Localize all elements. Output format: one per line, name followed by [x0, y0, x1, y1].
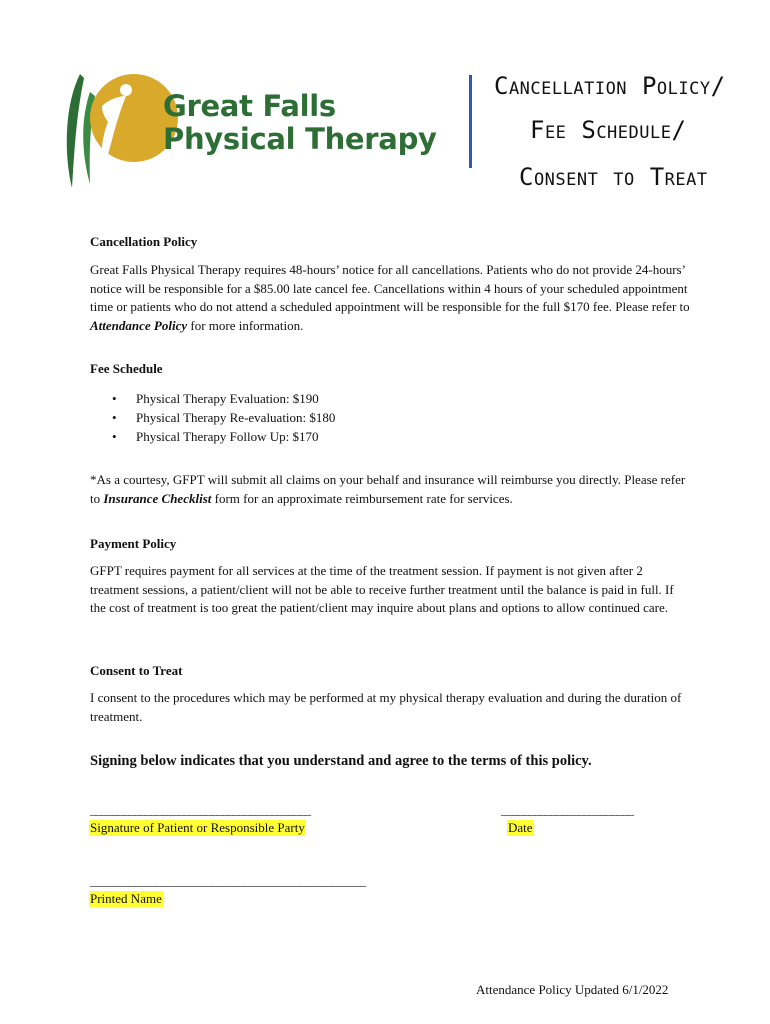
footer-updated-note: Attendance Policy Updated 6/1/2022: [476, 982, 669, 997]
consent-text: I consent to the procedures which may be performed at my physical therapy evaluation and during the duration of treatment.: [90, 690, 682, 724]
list-item: • Physical Therapy Re-evaluation: $180: [112, 410, 336, 425]
fee-list: [112, 389, 335, 446]
document-title-line1: Cancellation Policy/: [494, 72, 726, 100]
logo-swoosh-left: [67, 74, 84, 188]
insurance-checklist-reference: Insurance Checklist: [103, 490, 212, 506]
signing-note: Signing below indicates that you understand and agree to the terms of this policy.: [90, 753, 592, 769]
payment-heading: Payment Policy: [90, 536, 177, 551]
courtesy-note-body: *As a courtesy, GFPT will submit all claims on your behalf and insurance will reimburse you directly. Please refer to: [90, 472, 686, 506]
document-title-line2: Fee Schedule/: [530, 116, 687, 144]
brand-name-line1: Great Falls: [163, 89, 336, 123]
signature-field[interactable]: ________________________________________: [90, 802, 310, 817]
logo-figure-head: [120, 84, 132, 96]
cancellation-text: [90, 261, 690, 335]
cancellation-body: Great Falls Physical Therapy requires 48-hours’ notice for all cancellations. Patients who do not provide 24-hours’ notice will be responsible for a $85.00 late cancel fee. Cancellations within 4 hours of your scheduled appointment time or patients who do not attend a scheduled appointment will be responsible for the full $170 fee. Please refer to: [90, 262, 690, 315]
printed-name-field[interactable]: __________________________________________________: [90, 873, 365, 888]
brand-name-line2: Physical Therapy: [163, 122, 437, 156]
courtesy-note: [90, 471, 690, 508]
date-label: Date: [508, 820, 533, 835]
header-divider: [469, 75, 472, 168]
signature-label: Signature of Patient or Responsible Party: [90, 820, 305, 835]
list-item: • Physical Therapy Follow Up: $170: [112, 429, 319, 444]
attendance-policy-reference: Attendance Policy: [90, 317, 188, 333]
consent-heading: Consent to Treat: [90, 663, 183, 678]
fee-item-label: Physical Therapy Re-evaluation: $180: [136, 410, 336, 425]
fee-item-label: Physical Therapy Evaluation: $190: [136, 391, 319, 406]
fee-schedule-heading: Fee Schedule: [90, 361, 163, 376]
date-field[interactable]: ________________________: [501, 802, 633, 817]
courtesy-note-end: form for an approximate reimbursement rate for services.: [211, 490, 513, 506]
list-item: • Physical Therapy Evaluation: $190: [112, 391, 319, 406]
payment-text: GFPT requires payment for all services at the time of the treatment session. If payment is not given after 2 treatment sessions, a patient/client will not be able to receive further treatment until the balance is paid in full. If the cost of treatment is too great the patient/client may inquire about plans and options to allow continued care.: [90, 563, 674, 616]
cancellation-body-end: for more information.: [187, 317, 304, 333]
fee-item-label: Physical Therapy Follow Up: $170: [136, 429, 319, 444]
printed-name-label: Printed Name: [90, 891, 162, 906]
cancellation-heading: Cancellation Policy: [90, 234, 198, 249]
document-title-line3: Consent to Treat: [519, 163, 708, 191]
